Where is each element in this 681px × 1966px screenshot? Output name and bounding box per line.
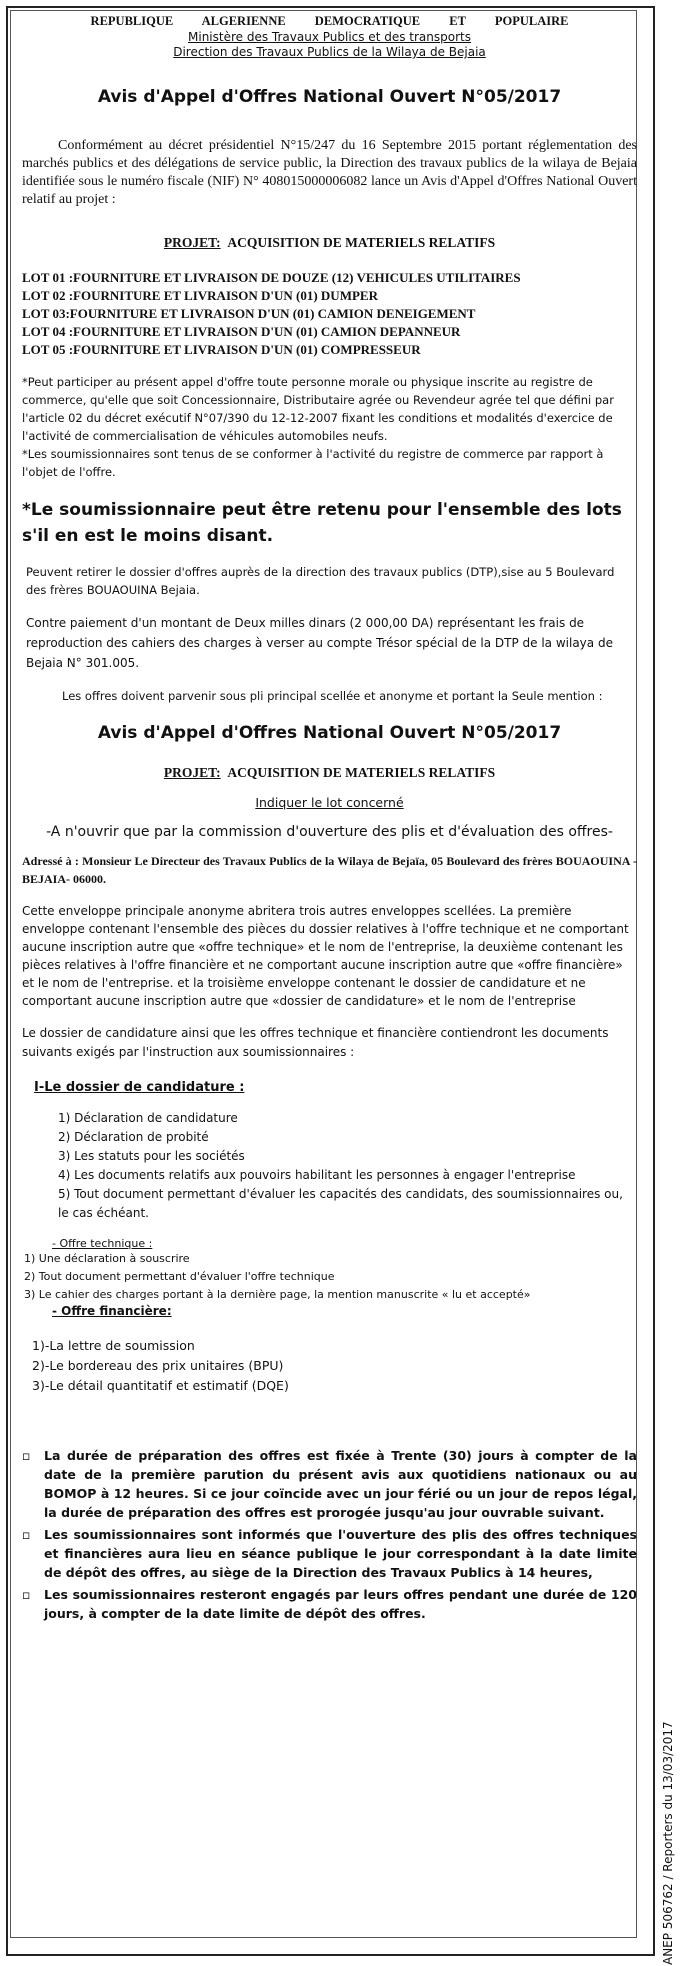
envelopes-text: Cette enveloppe principale anonyme abritera trois autres enveloppes scellées. La première enveloppe contenant l'ensemble des pièces du dossier relatives à l'offre technique et ne comportant aucune inscription autre que «offre technique» et le nom de l'entreprise, la deuxième contenant les pièces relatives à l'offre financière et ne comportant aucune inscription autre que «offre financière» et le nom de l'entreprise. et la troisième enveloppe contenant le dossier de candidature et ne comportant aucune inscription autre que «dossier de candidature» et le nom de l'entreprise (22, 904, 629, 1008)
project-line-2 (22, 765, 637, 781)
eligibility-text: *Peut participer au présent appel d'offre toute personne morale ou physique inscrite au registre de commerce, qu'elle que soit Concessionnaire, Distributaire agrée ou Revendeur agrée tel que défini par l'article 02 du décret exécutif N°07/390 du 12-12-2007 fixant les conditions et modalités d'exercice de l'activité de commercialisation de véhicules automobiles neufs. (22, 375, 614, 443)
project-label: PROJET: (163, 235, 221, 250)
ministry-header: Ministère des Travaux Publics et des transports (188, 30, 471, 44)
address-text: Adressé à : Monsieur Le Directeur des Travaux Publics de la Wilaya de Bejaïa, 05 Boulevard des frères BOUAOUINA -BEJAIA- 06000. (22, 854, 637, 886)
lot-item: LOT 03:FOURNITURE ET LIVRAISON D'UN (01) CAMION DENEIGEMENT (22, 306, 476, 321)
condition-item (22, 1525, 637, 1582)
list-item: 2) Déclaration de probité (58, 1130, 209, 1144)
list-item: 2)-Le bordereau des prix unitaires (BPU) (32, 1358, 284, 1373)
financiere-label: - Offre financière: (52, 1304, 172, 1318)
notice-title-2: Avis d'Appel d'Offres National Ouvert N°05/2017 (97, 723, 562, 743)
square-bullet-icon: ▫ (22, 1527, 31, 1542)
retrieve-text: Peuvent retirer le dossier d'offres auprès de la direction des travaux publics (DTP),sise au 5 Boulevard des frères BOUAOUINA Bejaia. (26, 565, 615, 597)
project-label: PROJET: (163, 765, 221, 780)
project-line (22, 235, 637, 251)
indicate-lot: Indiquer le lot concerné (255, 795, 404, 810)
project-text: ACQUISITION DE MATERIELS RELATIFS (227, 235, 496, 250)
lot-item: LOT 05 :FOURNITURE ET LIVRAISON D'UN (01) COMPRESSEUR (22, 342, 421, 357)
technique-label: - Offre technique : (52, 1237, 153, 1250)
dossier-intro: Le dossier de candidature ainsi que les offres technique et financière contiendront les documents suivants exigés par l'instruction aux soumissionnaires : (22, 1026, 609, 1059)
announcement (22, 12, 637, 1626)
financiere-heading (22, 1304, 637, 1318)
list-item: 4) Les documents relatifs aux pouvoirs habilitant les personnes à engager l'entreprise (58, 1168, 576, 1182)
condition-text: La durée de préparation des offres est fixée à Trente (30) jours à compter de la date de la première parution du présent avis aux quotidiens nationaux ou au BOMOP à 12 heures. Si ce jour coïncide avec un jour férié ou un jour de repos légal, la durée de préparation des offres est prorogée jusqu'au jour ouvrable suivant. (44, 1448, 637, 1520)
conformity-text: *Les soumissionnaires sont tenus de se conformer à l'activité du registre de commerce par rapport à l'objet de l'offre. (22, 447, 604, 479)
intro-paragraph: Conformément au décret présidentiel N°15/247 du 16 Septembre 2015 portant réglementation des marchés publics et des délégations de service public, la Direction des travaux publics de la wilaya de Bejaia identifiée sous le numéro fiscale (NIF) N° 408015000006082 lance un Avis d'Appel d'Offres National Ouvert relatif au projet : (22, 138, 637, 207)
list-item: 1) Déclaration de candidature (58, 1111, 238, 1125)
technique-heading (22, 1237, 637, 1250)
offers-mention: Les offres doivent parvenir sous pli principal scellée et anonyme et portant la Seule mention : (62, 689, 603, 703)
retained-note: *Le soumissionnaire peut être retenu pour l'ensemble des lots s'il en est le moins disant. (22, 500, 622, 546)
square-bullet-icon: ▫ (22, 1448, 31, 1463)
publication-note (661, 1585, 679, 1965)
list-item: 3) Le cahier des charges portant à la dernière page, la mention manuscrite « lu et accepté» (24, 1288, 531, 1301)
project-text: ACQUISITION DE MATERIELS RELATIFS (227, 765, 496, 780)
lot-item: LOT 04 :FOURNITURE ET LIVRAISON D'UN (01) CAMION DEPANNEUR (22, 324, 461, 339)
candidature-label: I-Le dossier de candidature : (34, 1080, 245, 1095)
lots-list (22, 269, 637, 359)
condition-item (22, 1446, 637, 1522)
list-item: 1) Une déclaration à souscrire (24, 1252, 190, 1265)
condition-text: Les soumissionnaires resteront engagés par leurs offres pendant une durée de 120 jours, à compter de la date limite de dépôt des offres. (44, 1587, 637, 1621)
list-item: 3)-Le détail quantitatif et estimatif (DQE) (32, 1378, 289, 1393)
republic-header: REPUBLIQUE ALGERIENNE DEMOCRATIQUE ET POPULAIRE (90, 14, 569, 28)
publication-note-text: ANEP 506762 / Reporters du 13/03/2017 (661, 1721, 675, 1965)
open-instruction: -A n'ouvrir que par la commission d'ouverture des plis et d'évaluation des offres- (46, 824, 613, 840)
lot-item: LOT 01 :FOURNITURE ET LIVRAISON DE DOUZE (12) VEHICULES UTILITAIRES (22, 270, 521, 285)
notice-title: Avis d'Appel d'Offres National Ouvert N°05/2017 (97, 87, 562, 107)
conditions-list (22, 1446, 637, 1623)
candidature-heading (22, 1080, 637, 1095)
square-bullet-icon: ▫ (22, 1587, 31, 1602)
candidature-list (22, 1109, 637, 1223)
list-item: 3) Les statuts pour les sociétés (58, 1149, 245, 1163)
condition-item (22, 1585, 637, 1623)
technique-list (22, 1250, 637, 1304)
direction-header: Direction des Travaux Publics de la Wilaya de Bejaia (173, 45, 486, 59)
list-item: 5) Tout document permettant d'évaluer les capacités des candidats, des soumissionnaires ou, le cas échéant. (58, 1187, 623, 1220)
lot-item: LOT 02 :FOURNITURE ET LIVRAISON D'UN (01) DUMPER (22, 288, 378, 303)
list-item: 1)-La lettre de soumission (32, 1338, 195, 1353)
list-item: 2) Tout document permettant d'évaluer l'offre technique (24, 1270, 335, 1283)
payment-text: Contre paiement d'un montant de Deux milles dinars (2 000,00 DA) représentant les frais de reproduction des cahiers des charges à verser au compte Trésor spécial de la DTP de la wilaya de Bejaia N° 301.005. (26, 616, 613, 670)
financiere-list (22, 1336, 637, 1396)
condition-text: Les soumissionnaires sont informés que l'ouverture des plis des offres techniques et financières aura lieu en séance publique le jour correspondant à la date limite de dépôt des offres, au siège de la Direction des Travaux Publics à 14 heures, (44, 1527, 637, 1580)
